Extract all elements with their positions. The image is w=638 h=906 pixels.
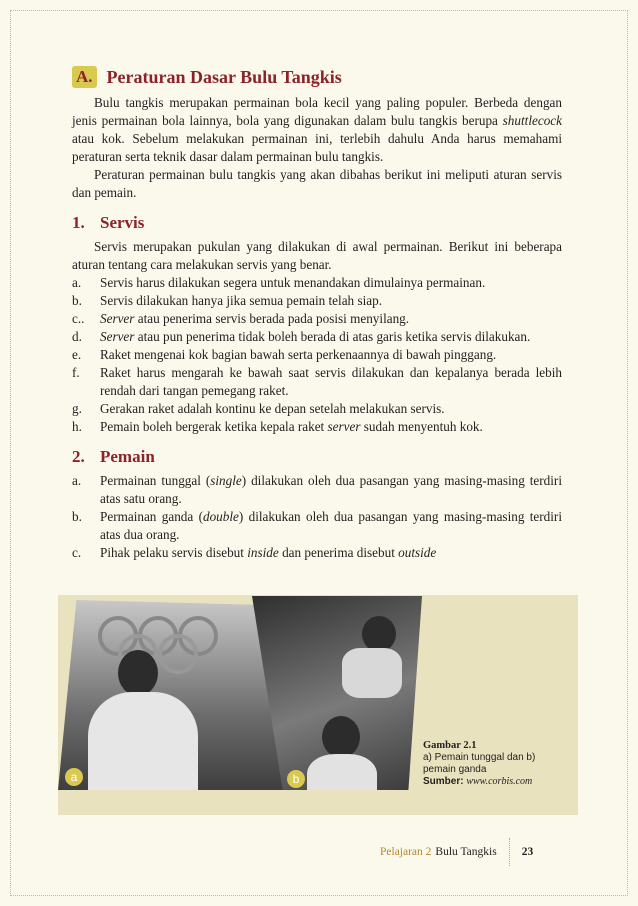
list-marker: h. [72,419,82,434]
list-text-rest: atau pun penerima tidak boleh berada di atas garis ketika servis dilakukan. [134,329,531,344]
list-text-start: Pihak pelaku servis disebut [100,545,248,560]
term: inside [247,545,279,560]
section-heading [72,66,562,88]
list-text: Servis dilakukan hanya jika semua pemain telah siap. [100,293,382,308]
list-item [72,472,562,508]
list-text: Raket mengenai kok bagian bawah serta perkenaannya di bawah pinggang. [100,347,497,362]
list-item [72,310,562,328]
list-text-start: Permainan tunggal ( [100,473,211,488]
servis-heading [72,214,562,232]
pemain-number: 2. [72,447,85,466]
caption-title: Gambar 2.1 [423,740,477,751]
source-text: www.corbis.com [466,776,533,787]
servis-number: 1. [72,213,85,232]
list-text-start: Permainan ganda ( [100,509,203,524]
intro-term: shuttlecock [502,113,562,128]
intro-text-continued: atau kok. Sebelum melakukan permainan ini, terlebih dahulu Anda harus memahami peraturan serta teknik dasar dalam permainan bulu tangkis. [72,131,562,164]
list-marker: d. [72,329,82,344]
list-item [72,418,562,436]
list-text [100,508,562,544]
term: Server [100,329,135,344]
list-item [72,544,562,562]
list-text: Gerakan raket adalah kontinu ke depan setelah melakukan servis. [100,401,445,416]
player-head [118,650,158,696]
list-marker: b. [72,293,82,308]
list-item [72,346,562,364]
footer-lesson: Pelajaran 2 [380,846,432,858]
player-head [322,716,360,758]
section-title: Peraturan Dasar Bulu Tangkis [106,67,342,87]
caption-source [423,776,563,788]
list-marker: f. [72,365,80,380]
term: single [210,473,242,488]
olympic-rings-icon [88,614,268,674]
list-item [72,400,562,418]
servis-title: Servis [100,213,145,232]
intro-paragraph-1 [72,94,562,166]
servis-intro: Servis merupakan pukulan yang dilakukan di awal permainan. Berikut ini beberapa aturan tentang cara melakukan servis yang benar. [72,239,562,272]
section-letter: A. [72,66,97,88]
list-text: Servis harus dilakukan segera untuk menandakan dimulainya permainan. [100,275,486,290]
term: Server [100,311,135,326]
page-body [72,66,562,562]
list-marker: a. [72,473,82,488]
list-item [72,292,562,310]
badge-b: b [287,770,305,788]
list-item [72,508,562,544]
list-item [72,274,562,292]
figure-caption [423,740,563,788]
intro-paragraph-2: Peraturan permainan bulu tangkis yang akan dibahas berikut ini meliputi aturan servis dan pemain. [72,167,562,200]
list-text: Raket harus mengarah ke bawah saat servis dilakukan dan kepalanya berada lebih rendah dari tangan pemegang raket. [100,365,562,398]
list-text [100,328,562,346]
player-body [307,754,377,790]
list-item [72,364,562,400]
list-text [100,472,562,508]
caption-text: a) Pemain tunggal dan b) pemain ganda [423,752,536,775]
list-text [100,418,562,436]
player-body [342,648,402,698]
list-marker: b. [72,509,82,524]
footer-topic: Bulu Tangkis [435,846,497,858]
list-text-mid: dan penerima disebut [278,545,399,560]
list-text-rest: ) dilakukan oleh dua pasangan yang masing-masing terdiri atas dua orang. [100,509,562,542]
pemain-heading [72,448,562,466]
term: server [327,419,361,434]
player-head [362,616,396,652]
page-footer [380,838,560,866]
list-text-start: Pemain boleh bergerak ketika kepala raket [100,419,328,434]
list-marker: e. [72,347,82,362]
pemain-title: Pemain [100,447,155,466]
list-text-rest: atau penerima servis berada pada posisi menyilang. [134,311,410,326]
footer-divider [509,838,510,866]
source-label: Sumber: [423,776,464,787]
pemain-rules-list [72,472,562,562]
intro-text: Bulu tangkis merupakan permainan bola kecil yang paling populer. Berbeda dengan jenis permainan bola lainnya, bola yang digunakan dalam bulu tangkis berupa [72,95,562,128]
player-body [88,692,198,790]
photo-single-player [58,600,288,790]
list-text [100,544,562,562]
page-number: 23 [521,846,534,858]
list-marker: a. [72,275,82,290]
list-marker: c. [72,545,82,560]
list-text-rest: sudah menyentuh kok. [360,419,483,434]
list-marker: c.. [72,311,85,326]
list-text [100,310,562,328]
list-text-rest: ) dilakukan oleh dua pasangan yang masing-masing terdiri atas satu orang. [100,473,562,506]
term: double [202,509,239,524]
list-marker: g. [72,401,82,416]
list-item [72,328,562,346]
term: outside [398,545,437,560]
badge-a: a [65,768,83,786]
servis-rules-list [72,274,562,436]
